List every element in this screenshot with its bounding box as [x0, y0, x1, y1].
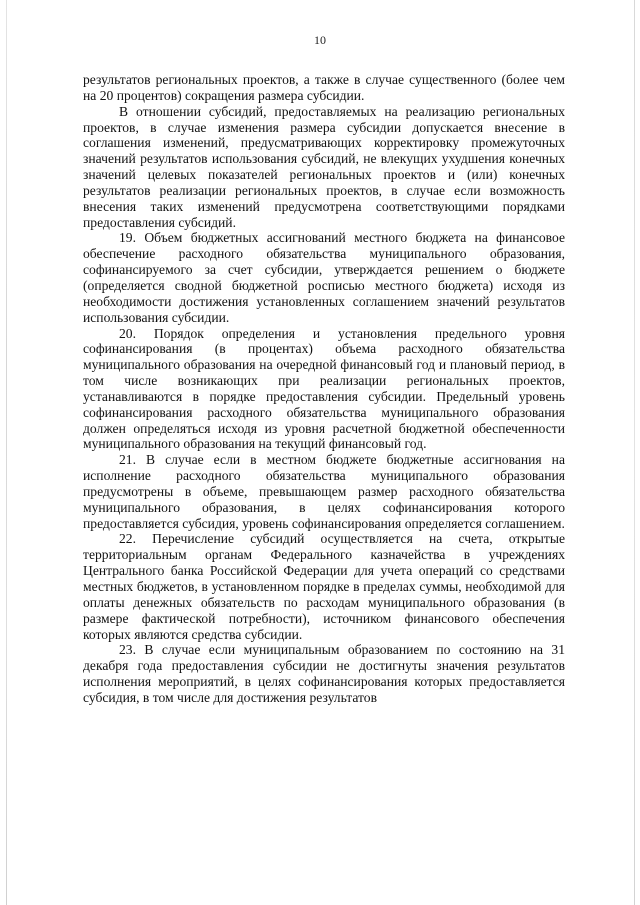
paragraph-regional-projects: В отношении субсидий, предоставляемых на реализацию региональных проектов, в случае изменения размера субсидии допускается внесение в соглашения изменений, предусматривающих корректировку промежуточных значений результатов использования субсидий, не влекущих ухудшения конечных значений целевых показателей региональных проектов и (или) конечных результатов реализации региональных проектов, в случае если возможность внесения таких изменений предусмотрена соответствующими порядками предоставления субсидий.	[83, 103, 565, 230]
paragraph-continuation: результатов региональных проектов, а также в случае существенного (более чем на 20 процентов) сокращения размера субсидии.	[83, 72, 565, 103]
paragraph-22: 22. Перечисление субсидий осуществляется на счета, открытые территориальным органам Федерального казначейства в учреждениях Центрального банка Российской Федерации для учета операций со средствами местных бюджетов, в установленном порядке в пределах суммы, необходимой для оплаты денежных обязательств по расходам муниципального образования (в размере фактической потребности), источником финансового обеспечения которых являются средства субсидии.	[83, 531, 565, 642]
paragraph-20: 20. Порядок определения и установления предельного уровня софинансирования (в процентах) объема расходного обязательства муниципального образования на очередной финансовый год и плановый период, в том числе возникающих при реализации региональных проектов, устанавливаются в порядке предоставления субсидии. Предельный уровень софинансирования расходного обязательства муниципального образования должен определяться исходя из уровня расчетной бюджетной обеспеченности муниципального образования на текущий финансовый год.	[83, 325, 565, 452]
paragraph-19: 19. Объем бюджетных ассигнований местного бюджета на финансовое обеспечение расходного обязательства муниципального образования, софинансируемого за счет субсидии, утверждается решением о бюджете (определяется сводной бюджетной росписью местного бюджета) исходя из необходимости достижения установленных соглашением значений результатов использования субсидии.	[83, 230, 565, 325]
scan-edge-right	[634, 0, 635, 905]
page-number: 10	[314, 33, 326, 47]
paragraph-21: 21. В случае если в местном бюджете бюджетные ассигнования на исполнение расходного обязательства муниципального образования предусмотрены в объеме, превышающем размер расходного обязательства муниципального образования, в целях софинансирования которого предоставляется субсидия, уровень софинансирования определяется соглашением.	[83, 452, 565, 531]
document-body	[83, 72, 565, 706]
paragraph-23: 23. В случае если муниципальным образованием по состоянию на 31 декабря года предоставления субсидии не достигнуты значения результатов исполнения мероприятий, в целях софинансирования которых предоставляется субсидия, в том числе для достижения результатов	[83, 642, 565, 705]
scan-edge-left	[6, 0, 7, 905]
